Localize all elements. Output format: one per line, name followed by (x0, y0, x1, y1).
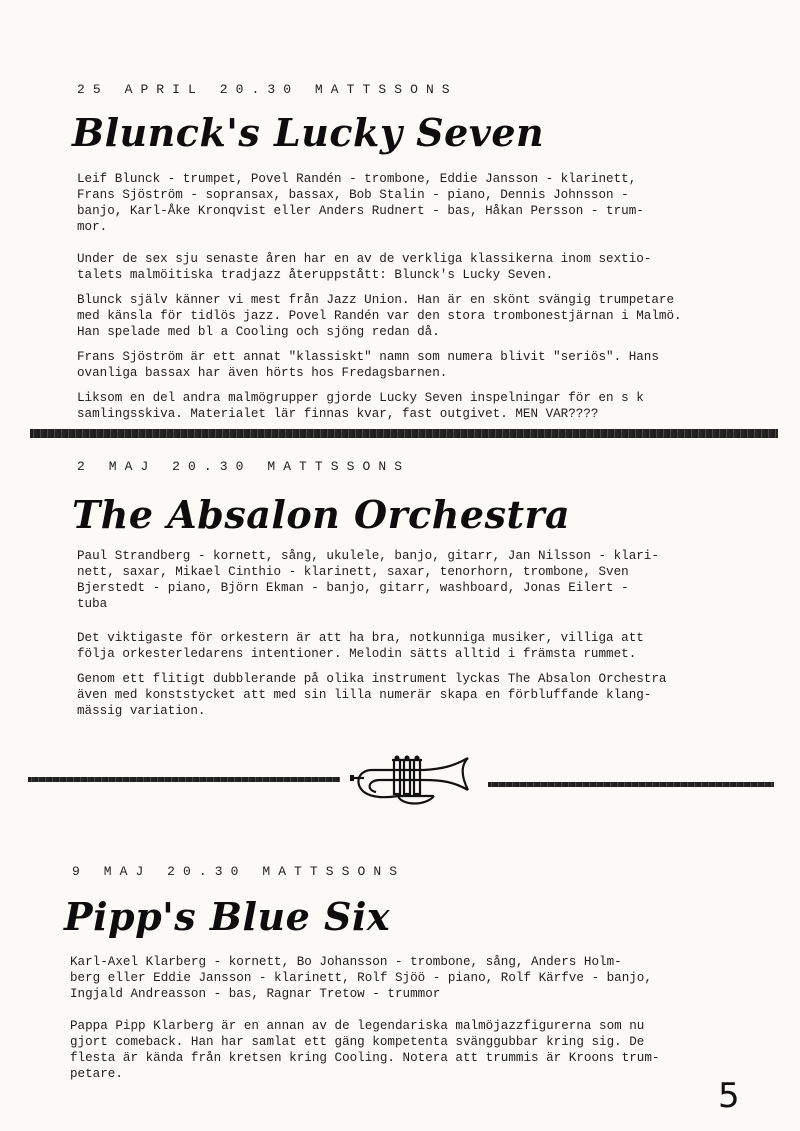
body-line: med känsla för tidlös jazz. Povel Randén var den stora trombonestjärnan i Malmö. (77, 309, 682, 323)
lineup-line: Frans Sjöström - sopransax, bassax, Bob Stalin - piano, Dennis Johnsson - (77, 188, 629, 202)
body-line: gjort comeback. Han har samlat ett gäng kompetenta svänggubbar kring sig. De (70, 1035, 645, 1049)
lineup-line: banjo, Karl-Åke Kronqvist eller Anders Rudnert - bas, Håkan Persson - trum- (77, 204, 644, 218)
ornament-rule-left (28, 777, 340, 782)
body-line: även med konststycket att med sin lilla numerär skapa en förbluffande klang- (77, 688, 652, 702)
lineup-line: Paul Strandberg - kornett, sång, ukulele, banjo, gitarr, Jan Nilsson - klari- (77, 549, 659, 563)
lineup-line: Ingjald Andreasson - bas, Ragnar Tretow - trummor (70, 987, 441, 1001)
body-line: talets malmöitiska tradjazz återuppstått: Blunck's Lucky Seven. (77, 268, 554, 282)
body-line: Frans Sjöström är ett annat "klassiskt" namn som numera blivit "seriös". Hans (77, 350, 659, 364)
event-dateline: 2 MAJ 20.30 MATTSSONS (77, 459, 411, 474)
cornet-icon (350, 752, 478, 810)
body-line: Pappa Pipp Klarberg är en annan av de legendariska malmöjazzfigurerna som nu (70, 1019, 645, 1033)
body-line: Liksom en del andra malmögrupper gjorde Lucky Seven inspelningar för en s k (77, 391, 644, 405)
lineup-line: nett, saxar, Mikael Cinthio - klarinett, saxar, tenorhorn, trombone, Sven (77, 565, 629, 579)
body-line: Han spelade med bl a Cooling och sjöng redan då. (77, 325, 440, 339)
event-dateline: 25 APRIL 20.30 MATTSSONS (77, 82, 458, 97)
body-line: flesta är kända från kretsen kring Cooling. Notera att trummis är Kroons trum- (70, 1051, 660, 1065)
body-line: Det viktigaste för orkestern är att ha bra, notkunniga musiker, villiga att (77, 631, 644, 645)
event-dateline: 9 MAJ 20.30 MATTSSONS (72, 864, 406, 879)
section-divider (30, 429, 778, 438)
band-title: Pipp's Blue Six (64, 894, 391, 939)
body-line: Blunck själv känner vi mest från Jazz Union. Han är en skönt svängig trumpetare (77, 293, 675, 307)
lineup-line: berg eller Eddie Jansson - klarinett, Rolf Sjöö - piano, Rolf Kärfve - banjo, (70, 971, 652, 985)
lineup-line: Karl-Axel Klarberg - kornett, Bo Johansson - trombone, sång, Anders Holm- (70, 955, 622, 969)
body-line: följa orkesterledarens intentioner. Melodin sätts alltid i främsta rummet. (77, 647, 637, 661)
body-line: ovanliga bassax har även hörts hos Fredagsbarnen. (77, 366, 448, 380)
body-line: mässig variation. (77, 704, 206, 718)
body-line: petare. (70, 1067, 123, 1081)
body-line: Genom ett flitigt dubblerande på olika instrument lyckas The Absalon Orchestra (77, 672, 667, 686)
band-title: Blunck's Lucky Seven (72, 110, 545, 155)
band-title: The Absalon Orchestra (72, 492, 571, 537)
lineup-line: Leif Blunck - trumpet, Povel Randén - trombone, Eddie Jansson - klarinett, (77, 172, 637, 186)
lineup-line: Bjerstedt - piano, Björn Ekman - banjo, gitarr, washboard, Jonas Eilert - (77, 581, 629, 595)
body-line: Under de sex sju senaste åren har en av de verkliga klassikerna inom sextio- (77, 252, 652, 266)
ornament-rule-right (488, 782, 774, 787)
body-line: samlingsskiva. Materialet lär finnas kvar, fast outgivet. MEN VAR???? (77, 407, 599, 421)
page-number: 5 (718, 1076, 740, 1116)
lineup-line: mor. (77, 220, 108, 234)
lineup-line: tuba (77, 597, 108, 611)
